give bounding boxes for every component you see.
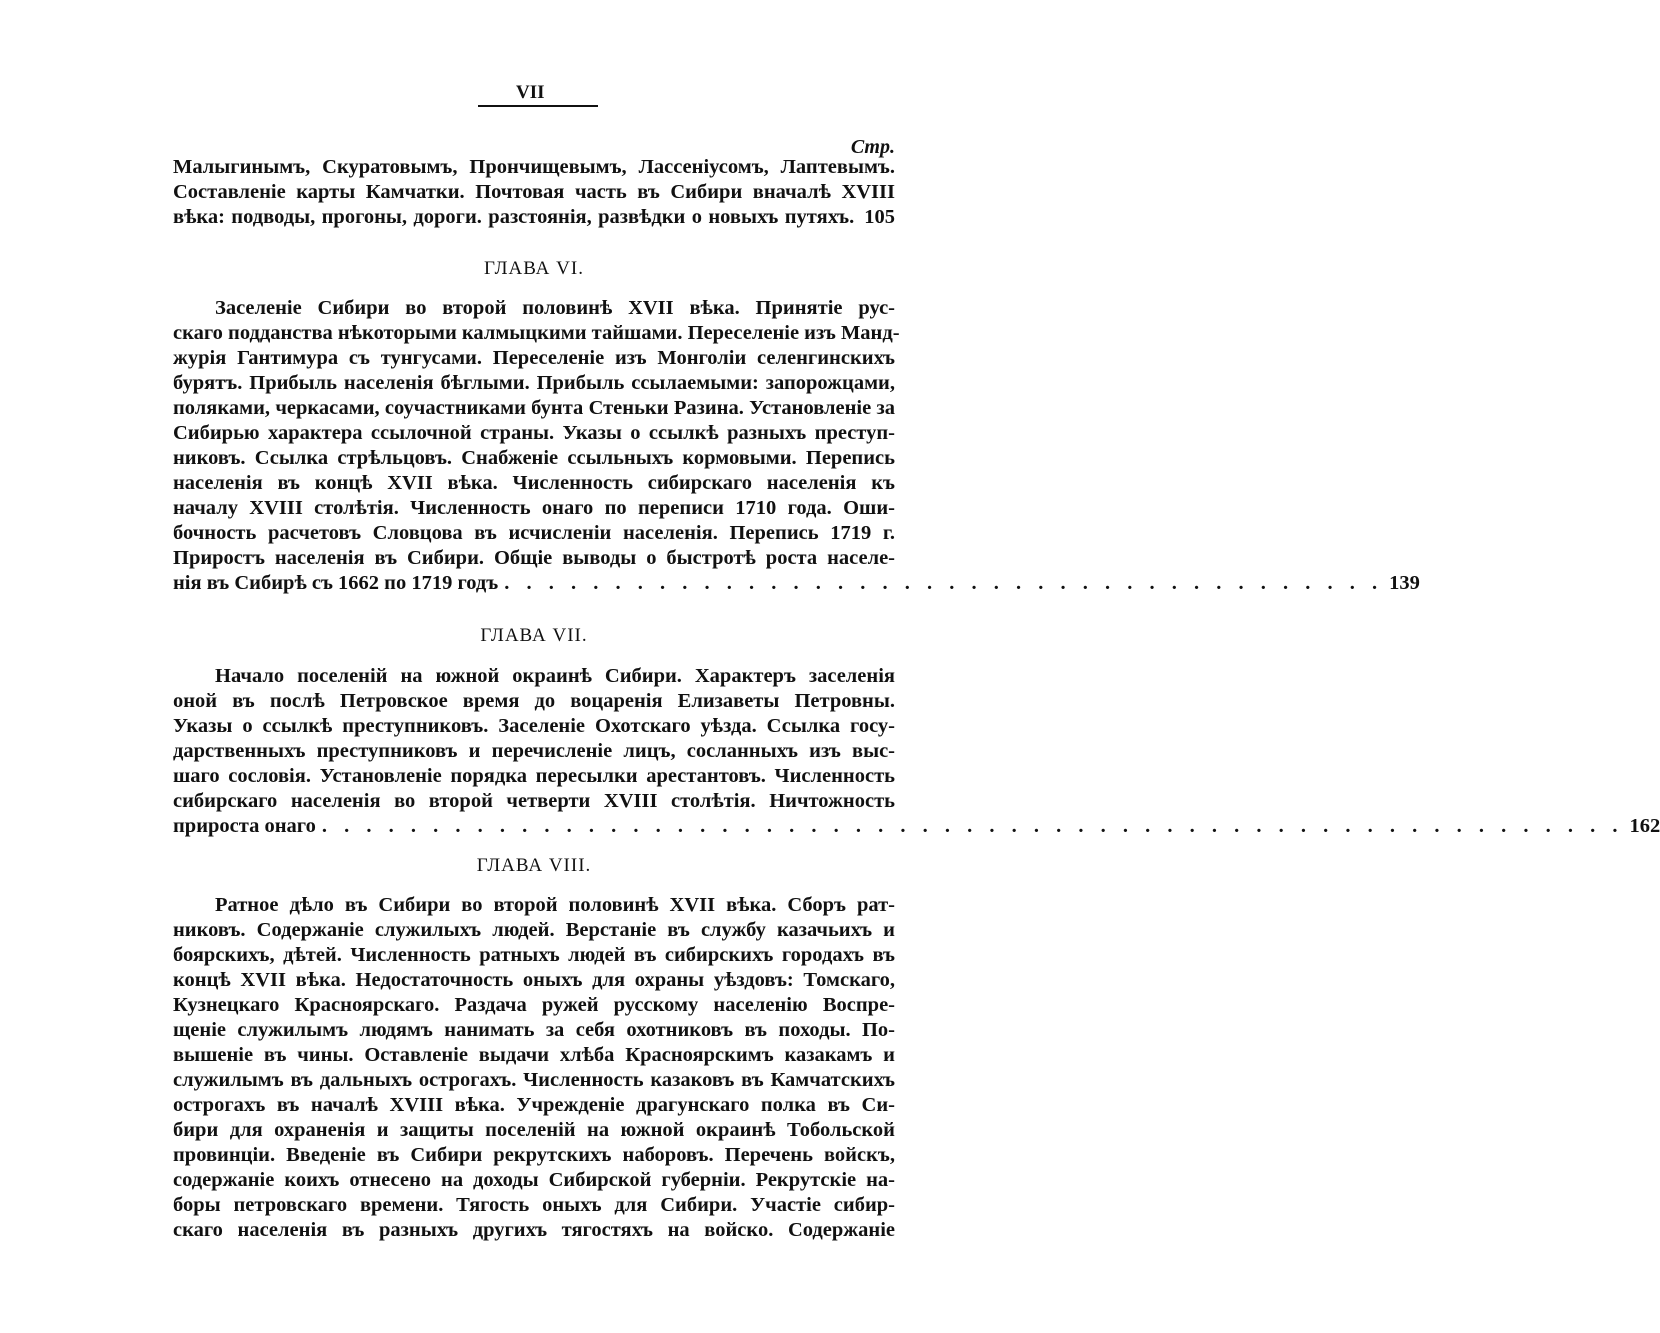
text-line: оной въ послѣ Петровское время до воцаренія Елизаветы Петровны. (173, 690, 895, 712)
text-line: бурятъ. Прибыль населенія бѣглыми. Прибыль ссылаемыми: запорожцами, (173, 372, 895, 394)
text-line: вышеніе въ чины. Оставленіе выдачи хлѣба Красноярскимъ казакамъ и (173, 1044, 895, 1066)
intro-block (173, 155, 895, 230)
text-line: поляками, черкасами, соучастниками бунта Стеньки Разина. Установленіе за (173, 397, 895, 419)
text-line: бочность расчетовъ Словцова въ исчисленіи населенія. Перепись 1719 г. (173, 522, 895, 544)
page-reference: 105 (864, 206, 895, 228)
text-line: скаго подданства нѣкоторыми калмыцкими тайшами. Переселеніе изъ Манд- (173, 322, 900, 344)
text-line: Ратное дѣло въ Сибири во второй половинѣ XVII вѣка. Сборъ рат- (215, 894, 895, 916)
text-line: никовъ. Содержаніе служилыхъ людей. Верстаніе въ службу казачьихъ и (173, 919, 895, 941)
text-line: вѣка: подводы, прогоны, дороги. разстоянія, развѣдки о новыхъ путяхъ. (173, 206, 855, 228)
text-line: Начало поселеній на южной окраинѣ Сибири. Характеръ заселенія (215, 665, 895, 687)
text-line: Приростъ населенія въ Сибири. Общіе выводы о быстротѣ роста населе- (173, 547, 895, 569)
text-line: нія въ Сибирѣ съ 1662 по 1719 годъ (173, 572, 499, 594)
toc-entry-line (173, 205, 895, 230)
text-line: Заселеніе Сибири во второй половинѣ XVII вѣка. Принятіе рус- (215, 297, 895, 319)
text-line: острогахъ въ началѣ XVIII вѣка. Учрежденіе драгунскаго полка въ Си- (173, 1094, 895, 1116)
text-line: Составленіе карты Камчатки. Почтовая часть въ Сибири вначалѣ XVIII (173, 181, 895, 203)
text-line: дарственныхъ преступниковъ и перечисленіе лицъ, сосланныхъ изъ выс- (173, 740, 895, 762)
text-line: населенія въ концѣ XVII вѣка. Численность сибирскаго населенія къ (173, 472, 895, 494)
text-line: Кузнецкаго Красноярскаго. Раздача ружей русскому населенію Воспре- (173, 994, 895, 1016)
text-line: боры петровскаго времени. Тягость оныхъ для Сибири. Участіе сибир- (173, 1194, 895, 1216)
text-line: концѣ XVII вѣка. Недостаточность оныхъ для охраны уѣздовъ: Томскаго, (173, 969, 895, 991)
chapter-summary (173, 893, 895, 1243)
text-line: прироста онаго (173, 815, 316, 837)
page-number: VII (516, 82, 545, 103)
page-column-label: Стр. (850, 136, 895, 158)
text-line: служилымъ въ дальныхъ острогахъ. Численность казаковъ въ Камчатскихъ (173, 1069, 895, 1091)
chapter-summary (173, 296, 1420, 596)
text-line: щеніе служилымъ людямъ нанимать за себя охотниковъ въ походы. По- (173, 1019, 895, 1041)
text-line: скаго населенія въ разныхъ другихъ тягостяхъ на войско. Содержаніе (173, 1219, 895, 1241)
text-line: началу XVIII столѣтія. Численность онаго по переписи 1710 года. Оши- (173, 497, 895, 519)
header-rule (478, 105, 598, 107)
dot-leader: . . . . . . . . . . . . . . . . . . . . . . . . . . . . . . . . . . . . . . . . . . . . . . . . . . . . . . . . . . . (321, 815, 1624, 837)
text-line: Указы о ссылкѣ преступниковъ. Заселеніе Охотскаго уѣзда. Ссылка госу- (173, 715, 895, 737)
text-line: шаго сословія. Установленіе порядка пересылки арестантовъ. Численность (173, 765, 895, 787)
text-line: Малыгинымъ, Скуратовымъ, Прончищевымъ, Лассеніусомъ, Лаптевымъ. (173, 156, 895, 178)
text-line: боярскихъ, дѣтей. Численность ратныхъ людей въ сибирскихъ городахъ въ (173, 944, 895, 966)
page-reference: 162 (1629, 815, 1660, 837)
chapter-summary (173, 664, 1660, 839)
dot-leader: . . . . . . . . . . . . . . . . . . . . . . . . . . . . . . . . . . . . . . . . (504, 572, 1384, 594)
toc-entry-line (173, 814, 1660, 839)
toc-entry-line (173, 571, 1420, 596)
text-line: никовъ. Ссылка стрѣльцовъ. Снабженіе ссыльныхъ кормовыми. Перепись (173, 447, 895, 469)
text-line: журія Гантимура съ тунгусами. Переселеніе изъ Монголіи селенгинскихъ (173, 347, 895, 369)
text-line: провинціи. Введеніе въ Сибири рекрутскихъ наборовъ. Перечень войскъ, (173, 1144, 895, 1166)
text-line: содержаніе коихъ отнесено на доходы Сибирской губерніи. Рекрутскіе на- (173, 1169, 895, 1191)
chapter-heading: ГЛАВА VIII. (476, 855, 592, 876)
chapter-heading: ГЛАВА VII. (480, 625, 588, 646)
text-line: Сибирью характера ссылочной страны. Указы о ссылкѣ разныхъ преступ- (173, 422, 895, 444)
text-line: бири для охраненія и защиты поселеній на южной окраинѣ Тобольской (173, 1119, 895, 1141)
text-line: сибирскаго населенія во второй четверти XVIII столѣтія. Ничтожность (173, 790, 895, 812)
page-reference: 139 (1389, 572, 1420, 594)
chapter-heading: ГЛАВА VI. (484, 258, 584, 279)
